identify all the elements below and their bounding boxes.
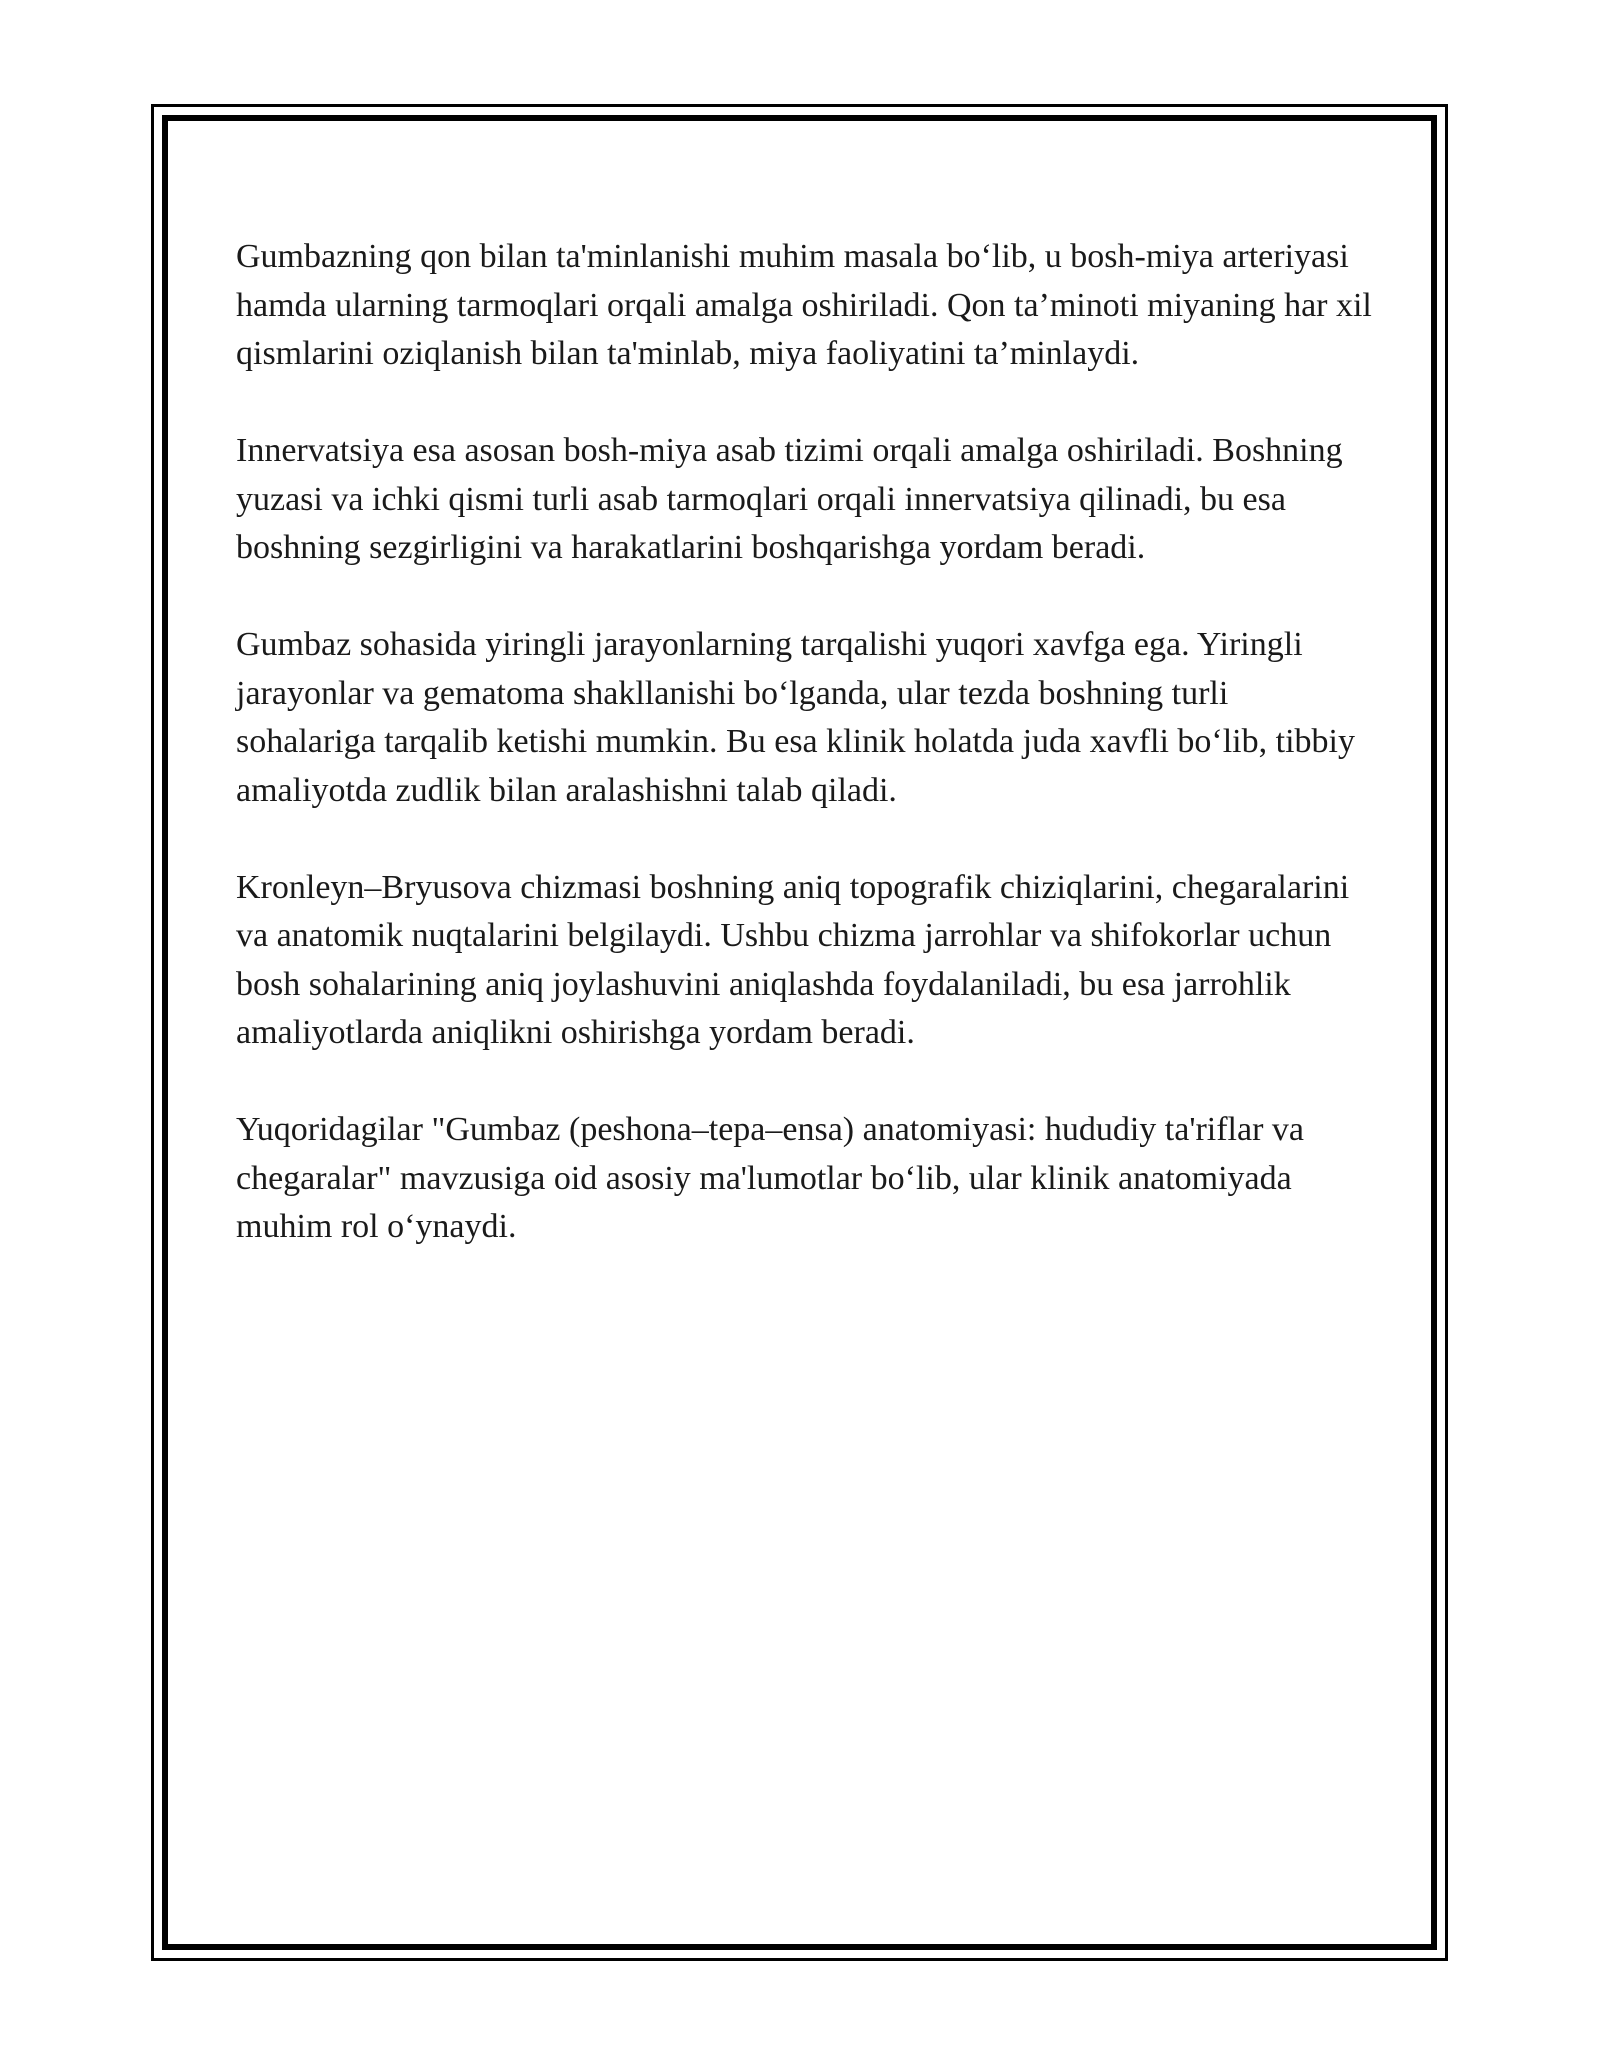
paragraph-innervation: Innervatsiya esa asosan bosh-miya asab tizimi orqali amalga oshiriladi. Boshning yuzasi va ichki qismi turli asab tarmoqlari orqali innervatsiya qilinadi, bu esa boshning sezgirligini va harakatlarini boshqarishga yordam beradi. bbox=[236, 432, 1343, 566]
paragraph-blood-supply: Gumbazning qon bilan ta'minlanishi muhim masala bo‘lib, u bosh-miya arteriyasi hamda ularning tarmoqlari orqali amalga oshiriladi. Qon ta’minoti miyaning har xil qismlarini oziqlanish bilan ta'minlab, miya faoliyatini ta’minlaydi. bbox=[236, 238, 1372, 372]
paragraph-conclusion: Yuqoridagilar "Gumbaz (peshona–tepa–ensa) anatomiyasi: hududiy ta'riflar va chegaralar" mavzusiga oid asosiy ma'lumotlar bo‘lib, ular klinik anatomiyada muhim rol o‘ynaydi. bbox=[236, 1111, 1304, 1245]
paragraph-kronlein-scheme: Kronleyn–Bryusova chizmasi boshning aniq topografik chiziqlarini, chegaralarini va anatomik nuqtalarini belgilaydi. Ushbu chizma jarrohlar va shifokorlar uchun bosh sohalarining aniq joylashuvini aniqlashda foydalaniladi, bu esa jarrohlik amaliyotlarda aniqlikni oshirishga yordam beradi. bbox=[236, 868, 1350, 1051]
paragraph-purulent-processes: Gumbaz sohasida yiringli jarayonlarning tarqalishi yuqori xavfga ega. Yiringli jarayonlar va gematoma shakllanishi bo‘lganda, ular tezda boshning turli sohalariga tarqalib ketishi mumkin. Bu esa klinik holatda juda xavfli bo‘lib, tibbiy amaliyotda zudlik bilan aralashishni talab qiladi. bbox=[236, 626, 1355, 809]
document-body bbox=[236, 233, 1376, 1300]
